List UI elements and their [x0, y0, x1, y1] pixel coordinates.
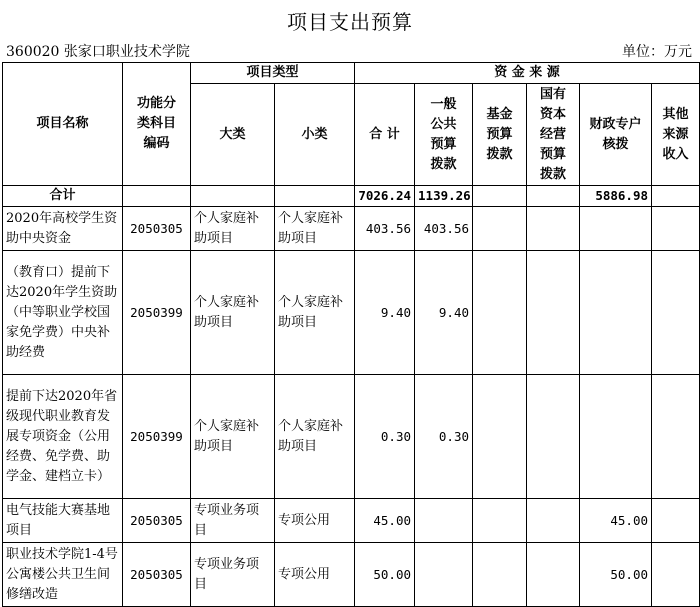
small-category-cell: 个人家庭补助项目	[275, 375, 355, 499]
header-finance-special: 财政专户核拨	[580, 84, 652, 186]
organization-label: 360020 张家口职业技术学院	[6, 44, 190, 60]
empty-cell	[473, 251, 527, 375]
big-category-cell: 个人家庭补助项目	[191, 375, 275, 499]
finance-special-cell	[580, 207, 652, 251]
general-budget-cell: 403.56	[415, 207, 473, 251]
project-name-cell: 职业技术学院1-4号公寓楼公共卫生间修缮改造	[3, 543, 123, 607]
project-name-cell: 电气技能大赛基地项目	[3, 499, 123, 543]
unit-label: 单位：万元	[622, 44, 692, 60]
empty-cell	[527, 251, 580, 375]
header-state-capital: 国有资本经营预算拨款	[527, 84, 580, 186]
empty-cell	[652, 499, 700, 543]
table-row	[3, 499, 700, 543]
total-row-cell	[652, 186, 700, 207]
empty-cell	[527, 375, 580, 499]
total-cell: 403.56	[355, 207, 415, 251]
budget-table	[2, 62, 700, 607]
table-row	[3, 375, 700, 499]
empty-cell	[652, 207, 700, 251]
big-category-cell: 个人家庭补助项目	[191, 207, 275, 251]
project-name-cell: 2020年高校学生资助中央资金	[3, 207, 123, 251]
empty-cell	[652, 251, 700, 375]
function-code-cell: 2050305	[123, 499, 191, 543]
header-big-category: 大类	[191, 84, 275, 186]
total-row-label: 合计	[3, 186, 123, 207]
function-code-cell: 2050399	[123, 375, 191, 499]
function-code-cell: 2050305	[123, 207, 191, 251]
empty-cell	[473, 375, 527, 499]
header-project-name: 项目名称	[3, 63, 123, 186]
big-category-cell: 专项业务项目	[191, 499, 275, 543]
table-row	[3, 543, 700, 607]
finance-special-cell: 45.00	[580, 499, 652, 543]
header-total: 合 计	[355, 84, 415, 186]
empty-cell	[527, 207, 580, 251]
total-row-total: 7026.24	[355, 186, 415, 207]
empty-cell	[652, 375, 700, 499]
general-budget-cell: 9.40	[415, 251, 473, 375]
total-row-cell	[527, 186, 580, 207]
general-budget-cell: 0.30	[415, 375, 473, 499]
header-general-budget: 一般公共预算拨款	[415, 84, 473, 186]
finance-special-cell	[580, 375, 652, 499]
project-name-cell: 提前下达2020年省级现代职业教育发展专项资金（公用经费、免学费、助学金、建档立卡）	[3, 375, 123, 499]
table-row	[3, 251, 700, 375]
small-category-cell: 个人家庭补助项目	[275, 251, 355, 375]
total-row-finance-special: 5886.98	[580, 186, 652, 207]
total-cell: 45.00	[355, 499, 415, 543]
general-budget-cell	[415, 499, 473, 543]
big-category-cell: 个人家庭补助项目	[191, 251, 275, 375]
small-category-cell: 个人家庭补助项目	[275, 207, 355, 251]
total-cell: 0.30	[355, 375, 415, 499]
total-cell: 50.00	[355, 543, 415, 607]
small-category-cell: 专项公用	[275, 543, 355, 607]
finance-special-cell: 50.00	[580, 543, 652, 607]
total-row-cell	[123, 186, 191, 207]
function-code-cell: 2050305	[123, 543, 191, 607]
table-row	[3, 207, 700, 251]
empty-cell	[473, 207, 527, 251]
empty-cell	[527, 499, 580, 543]
total-cell: 9.40	[355, 251, 415, 375]
header-small-category: 小类	[275, 84, 355, 186]
header-other-income: 其他来源收入	[652, 84, 700, 186]
empty-cell	[473, 543, 527, 607]
total-row-cell	[191, 186, 275, 207]
header-project-type: 项目类型	[191, 63, 355, 84]
total-row-cell	[275, 186, 355, 207]
header-fund-source: 资 金 来 源	[355, 63, 700, 84]
empty-cell	[527, 543, 580, 607]
page-title: 项目支出预算	[287, 10, 413, 34]
header-fund-budget: 基金预算拨款	[473, 84, 527, 186]
small-category-cell: 专项公用	[275, 499, 355, 543]
project-name-cell: （教育口）提前下达2020年学生资助（中等职业学校国家免学费）中央补助经费	[3, 251, 123, 375]
function-code-cell: 2050399	[123, 251, 191, 375]
total-row-general: 1139.26	[415, 186, 473, 207]
header-function-code: 功能分类科目编码	[123, 63, 191, 186]
big-category-cell: 专项业务项目	[191, 543, 275, 607]
finance-special-cell	[580, 251, 652, 375]
empty-cell	[652, 543, 700, 607]
total-row-cell	[473, 186, 527, 207]
general-budget-cell	[415, 543, 473, 607]
empty-cell	[473, 499, 527, 543]
